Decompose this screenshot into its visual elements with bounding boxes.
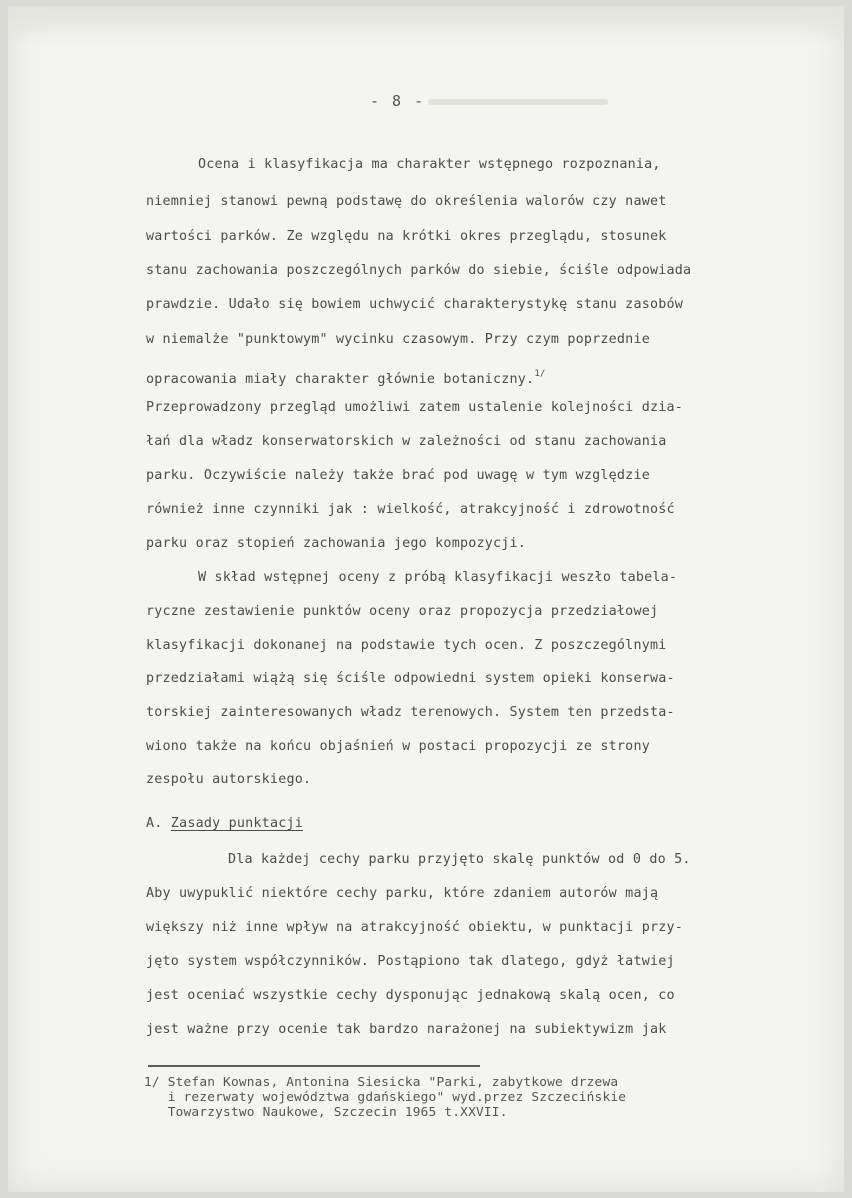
paragraph-1-line: Ocena i klasyfikacja ma charakter wstępnego rozpoznania,: [198, 157, 661, 172]
page-number: - 8 -: [370, 92, 426, 110]
paragraph-3-line: ryczne zestawienie punktów oceny oraz propozycja przedziałowej: [146, 604, 659, 619]
paragraph-4-line: większy niż inne wpływ na atrakcyjność obiektu, w punktacji przy-: [146, 920, 684, 935]
footnote-line: Towarzystwo Naukowe, Szczecin 1965 t.XXVII.: [144, 1105, 508, 1120]
paragraph-4-line: Aby uwypuklić niektóre cechy parku, które zdaniem autorów mają: [146, 886, 659, 901]
paragraph-1-line: prawdzie. Udało się bowiem uchwycić charakterystykę stanu zasobów: [146, 297, 684, 312]
paragraph-1-last-text: opracowania miały charakter głównie botaniczny.: [146, 372, 535, 387]
footnote-rule: [148, 1065, 480, 1067]
paragraph-3-line: W skład wstępnej oceny z próbą klasyfikacji weszło tabela-: [198, 570, 678, 585]
paragraph-1-line: [146, 366, 546, 388]
document-page: [8, 6, 844, 1192]
paragraph-3-line: klasyfikacji dokonanej na podstawie tych ocen. Z poszczególnymi: [146, 638, 667, 653]
section-title: Zasady punktacji: [170, 816, 303, 831]
paragraph-2-line: również inne czynniki jak : wielkość, atrakcyjność i zdrowotność: [146, 502, 675, 517]
paragraph-1-line: wartości parków. Ze względu na krótki okres przeglądu, stosunek: [146, 229, 667, 244]
paragraph-4-line: jęto system współczynników. Postąpiono tak dlatego, gdyż łatwiej: [146, 954, 675, 969]
paragraph-3-line: wiono także na końcu objaśnień w postaci propozycji ze strony: [146, 739, 650, 754]
paragraph-2-line: parku. Oczywiście należy także brać pod uwagę w tym względzie: [146, 468, 650, 483]
paragraph-3-line: przedziałami wiążą się ściśle odpowiedni system opieki konserwa-: [146, 671, 675, 686]
footnote-reference: 1/: [534, 369, 546, 379]
paragraph-1-line: w niemalże "punktowym" wycinku czasowym. Przy czym poprzednie: [146, 332, 650, 347]
paragraph-4-line: Dla każdej cechy parku przyjęto skalę punktów od 0 do 5.: [228, 852, 691, 867]
paragraph-4-line: jest oceniać wszystkie cechy dysponując jednakową skalą ocen, co: [146, 988, 675, 1003]
scan-edge-shadow: [8, 6, 844, 46]
paragraph-3-line: torskiej zainteresowanych władz terenowych. System ten przedsta-: [146, 705, 675, 720]
footnote-line: 1/ Stefan Kownas, Antonina Siesicka "Parki, zabytkowe drzewa: [144, 1075, 619, 1090]
paragraph-1-line: niemniej stanowi pewną podstawę do określenia walorów czy nawet: [146, 194, 667, 209]
section-prefix: A.: [146, 816, 163, 831]
paragraph-3-line: zespołu autorskiego.: [146, 772, 312, 787]
paragraph-1-line: stanu zachowania poszczególnych parków do siebie, ściśle odpowiada: [146, 263, 692, 278]
section-heading: [146, 816, 303, 832]
paragraph-2-line: Przeprowadzony przegląd umożliwi zatem ustalenie kolejności dzia-: [146, 400, 684, 415]
footnote-line: i rezerwaty województwa gdańskiego" wyd.przez Szczecińskie: [144, 1090, 627, 1105]
paragraph-4-line: jest ważne przy ocenie tak bardzo narażonej na subiektywizm jak: [146, 1022, 667, 1037]
paragraph-2-line: łań dla władz konserwatorskich w zależności od stanu zachowania: [146, 434, 667, 449]
scan-smudge: [428, 99, 608, 105]
paragraph-2-line: parku oraz stopień zachowania jego kompozycji.: [146, 536, 527, 551]
